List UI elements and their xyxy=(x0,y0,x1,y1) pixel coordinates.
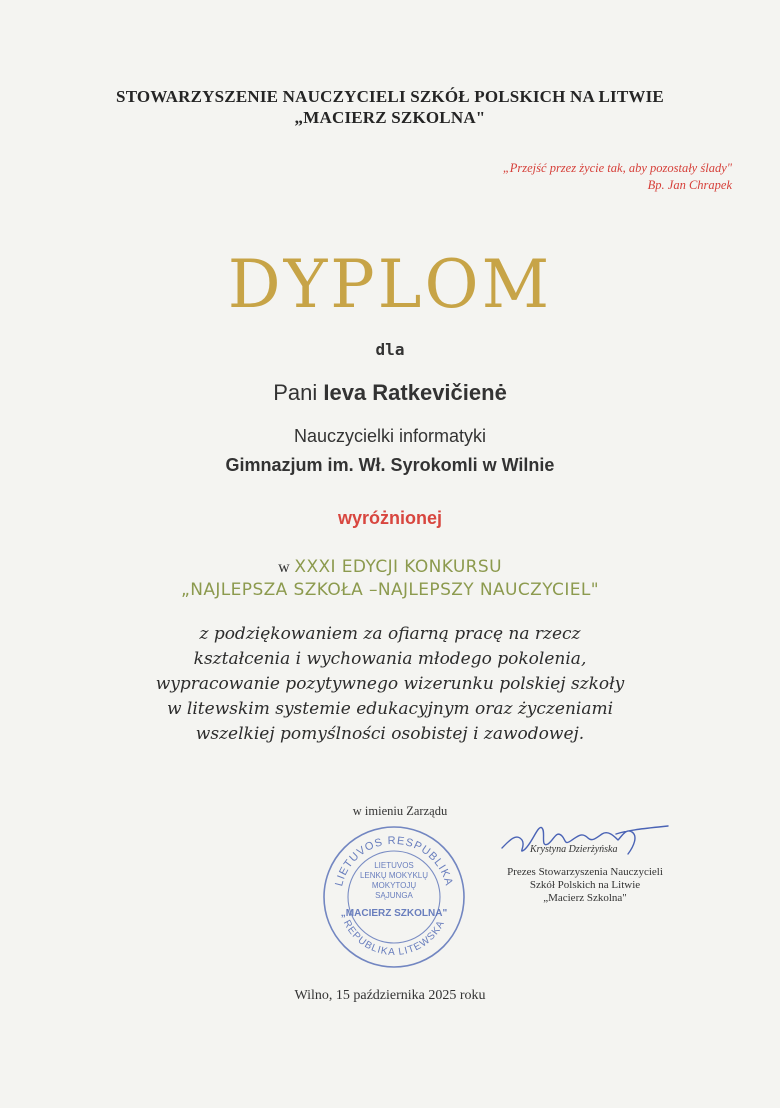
organization-name: STOWARZYSZENIE NAUCZYCIELI SZKÓŁ POLSKICH NA LITWIE xyxy=(116,87,664,106)
contest-prefix: w xyxy=(278,559,295,576)
organization-header xyxy=(0,86,780,128)
official-stamp xyxy=(319,824,469,970)
recipient-school: Gimnazjum im. Wł. Syrokomli w Wilnie xyxy=(225,455,555,475)
motto-quote xyxy=(503,160,732,194)
signatory-title-line: Prezes Stowarzyszenia Nauczycieli xyxy=(507,866,663,878)
contest-name xyxy=(0,556,780,601)
signatory-title-line: „Macierz Szkolna" xyxy=(543,892,627,904)
quote-text: „Przejść przez życie tak, aby pozostały ślady" xyxy=(502,161,732,175)
acknowledgement-line: kształcenia i wychowania młodego pokolenia, xyxy=(193,649,587,669)
stamp-outer-bottom: REPUBLIKA LITEWSKA xyxy=(340,918,448,959)
acknowledgement-text xyxy=(0,622,780,747)
distinction-label: wyróżnionej xyxy=(337,508,442,528)
stamp-inner-line: SĄJUNGA xyxy=(375,891,413,900)
stamp-inner-line: LIETUVOS xyxy=(374,861,414,870)
stamp-inner-line: „MACIERZ SZKOLNA" xyxy=(340,908,448,919)
signatory-title xyxy=(505,866,665,905)
for-label: dla xyxy=(375,340,405,359)
recipient-name: Ieva Ratkevičienė xyxy=(323,380,507,405)
quote-author: Bp. Jan Chrapek xyxy=(647,178,732,192)
recipient-line xyxy=(0,380,780,406)
stamp-outer-top: LIETUVOS RESPUBLIKA xyxy=(333,834,455,888)
acknowledgement-line: wszelkiej pomyślności osobistej i zawodowej. xyxy=(195,724,585,744)
contest-title: „NAJLEPSZA SZKOŁA –NAJLEPSZY NAUCZYCIEL" xyxy=(181,580,599,600)
on-behalf-label: w imieniu Zarządu xyxy=(352,804,448,818)
organization-subname: „MACIERZ SZKOLNA" xyxy=(294,108,486,127)
handwritten-signature xyxy=(498,814,678,866)
stamp-inner-line: MOKYTOJŲ xyxy=(371,881,417,890)
acknowledgement-line: z podziękowaniem za ofiarną pracę na rzecz xyxy=(199,624,581,644)
recipient-role: Nauczycielki informatyki xyxy=(293,426,487,446)
issue-date: Wilno, 15 października 2025 roku xyxy=(294,988,486,1003)
acknowledgement-line: wypracowanie pozytywnego wizerunku polskiej szkoły xyxy=(155,674,625,694)
acknowledgement-line: w litewskim systemie edukacyjnym oraz życzeniami xyxy=(166,699,614,719)
recipient-prefix: Pani xyxy=(273,380,324,405)
signatory-name: Krystyna Dzierżyńska xyxy=(530,844,618,855)
signatory-title-line: Szkół Polskich na Litwie xyxy=(529,879,641,891)
contest-edition: XXXI EDYCJI KONKURSU xyxy=(294,557,502,577)
stamp-inner-line: LENKŲ MOKYKLŲ xyxy=(359,871,429,880)
diploma-title: DYPLOM xyxy=(227,246,553,323)
